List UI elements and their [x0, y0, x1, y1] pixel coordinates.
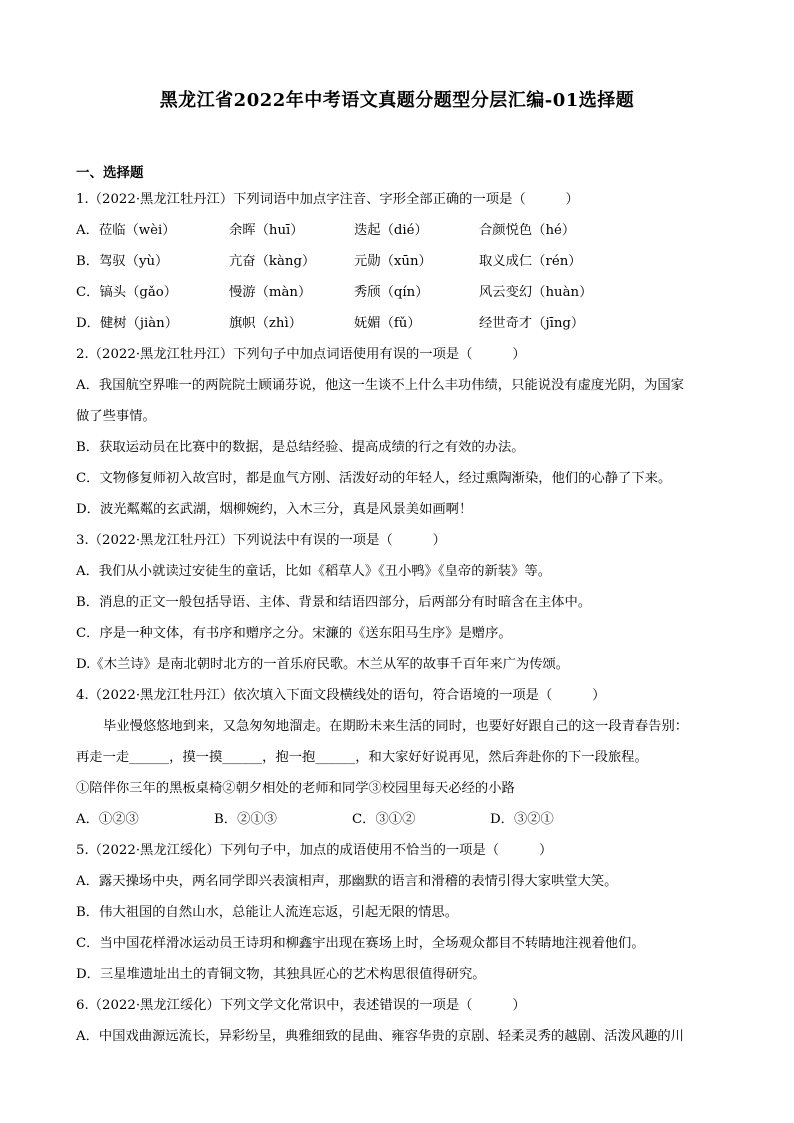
question-3-option-d: D.《木兰诗》是南北朝时北方的一首乐府民歌。木兰从军的故事千百年来广为传颂。: [76, 657, 570, 672]
option-cell: 慢游（màn）: [229, 285, 312, 300]
option-cell: D．③②①: [490, 812, 554, 827]
option-cell: 秀颀（qín）: [354, 285, 429, 300]
option-cell: A．①②③: [76, 812, 139, 827]
option-cell: 亢奋（kàng）: [229, 254, 316, 269]
option-cell: D．健树（jiàn）: [76, 316, 179, 331]
question-1-option-a: [76, 215, 718, 246]
question-6-option-a: A．中国戏曲源远流长，异彩纷呈，典雅细致的昆曲、雍容华贵的京剧、轻柔灵秀的越剧、活泼风趣的川: [76, 1029, 684, 1044]
option-cell: 风云变幻（huàn）: [479, 285, 593, 300]
question-2-option-c: C．文物修复师初入故宫时，都是血气方刚、活泼好动的年轻人，经过熏陶渐染，他们的心静了下来。: [76, 471, 672, 486]
question-2-option-a: A．我国航空界唯一的两院院士顾诵芬说，他这一生谈不上什么丰功伟绩，只能说没有虚度光阴，为国家: [76, 378, 684, 393]
question-3-option-a: A．我们从小就读过安徒生的童话，比如《稻草人》《丑小鸭》《皇帝的新装》等。: [76, 564, 551, 579]
question-5-option-b: B．伟大祖国的自然山水，总能让人流连忘返，引起无限的情思。: [76, 905, 459, 920]
question-5-stem: 5.（2022·黑龙江绥化）下列句子中，加点的成语使用不恰当的一项是（ ）: [76, 843, 553, 858]
option-cell: 旗帜（zhì）: [229, 316, 303, 331]
option-cell: 余晖（huī）: [229, 223, 304, 238]
question-5-option-d: D．三星堆遗址出土的青铜文物，其独具匠心的艺术构思很值得研究。: [76, 967, 486, 982]
option-cell: A．莅临（wèi）: [76, 223, 176, 238]
question-3-stem: 3.（2022·黑龙江牡丹江）下列说法中有误的一项是（ ）: [76, 533, 446, 548]
question-4-items: ①陪伴你三年的黑板桌椅②朝夕相处的老师和同学③校园里每天必经的小路: [76, 781, 515, 796]
question-4-passage: 毕业慢悠悠地到来，又急匆匆地溜走。在期盼未来生活的同时，也要好好跟自己的这一段青春告别：: [103, 719, 689, 734]
question-6-stem: 6.（2022·黑龙江绥化）下列文学文化常识中，表述错误的一项是（ ）: [76, 998, 526, 1013]
page-title: 黑龙江省2022年中考语文真题分题型分层汇编-01选择题: [159, 90, 635, 111]
question-3-option-b: B．消息的正文一般包括导语、主体、背景和结语四部分，后两部分有时暗含在主体中。: [76, 595, 592, 610]
option-cell: B．②①③: [214, 812, 277, 827]
question-3-option-c: C．序是一种文体，有书序和赠序之分。宋濂的《送东阳马生序》是赠序。: [76, 626, 512, 641]
question-4-options: [76, 804, 718, 835]
option-cell: 经世奇才（jīng）: [479, 316, 585, 331]
option-cell: 元勋（xūn）: [354, 254, 432, 269]
question-1-option-c: [76, 277, 718, 308]
question-1-option-b: [76, 246, 718, 277]
question-2-option-d: D．波光粼粼的玄武湖，烟柳婉约，入木三分，真是风景美如画啊！: [76, 502, 473, 517]
question-1-option-d: [76, 308, 718, 339]
option-cell: 迭起（dié）: [354, 223, 428, 238]
option-cell: 合颜悦色（hé）: [479, 223, 576, 238]
question-5-option-a: A．露天操场中央，两名同学即兴表演相声，那幽默的语言和滑稽的表情引得大家哄堂大笑。: [76, 874, 618, 889]
question-2-option-a-cont: 做了些事情。: [76, 409, 156, 424]
question-2-stem: 2.（2022·黑龙江牡丹江）下列句子中加点词语使用有误的一项是（ ）: [76, 347, 526, 362]
option-cell: 取义成仁（rén）: [479, 254, 582, 269]
question-list: [76, 184, 718, 1052]
option-cell: B．驾驭（yù）: [76, 254, 169, 269]
question-5-option-c: C．当中国花样滑冰运动员王诗玥和柳鑫宇出现在赛场上时，全场观众都目不转睛地注视着他们。: [76, 936, 645, 951]
option-cell: C．③①②: [352, 812, 416, 827]
option-cell: 妩媚（fǔ）: [354, 316, 421, 331]
question-4-stem: 4.（2022·黑龙江牡丹江）依次填入下面文段横线处的语句，符合语境的一项是（ ）: [76, 688, 606, 703]
option-cell: C．镐头（gǎo）: [76, 285, 178, 300]
question-4-passage-cont: 再走一走______，摸一摸______，抱一抱______，和大家好好说再见，然后奔赴你的下一段旅程。: [76, 750, 648, 765]
question-1-stem: 1.（2022·黑龙江牡丹江）下列词语中加点字注音、字形全部正确的一项是（ ）: [76, 192, 579, 207]
question-2-option-b: B．获取运动员在比赛中的数据，是总结经验、提高成绩的行之有效的办法。: [76, 440, 525, 455]
section-heading: 一、选择题: [76, 165, 144, 181]
